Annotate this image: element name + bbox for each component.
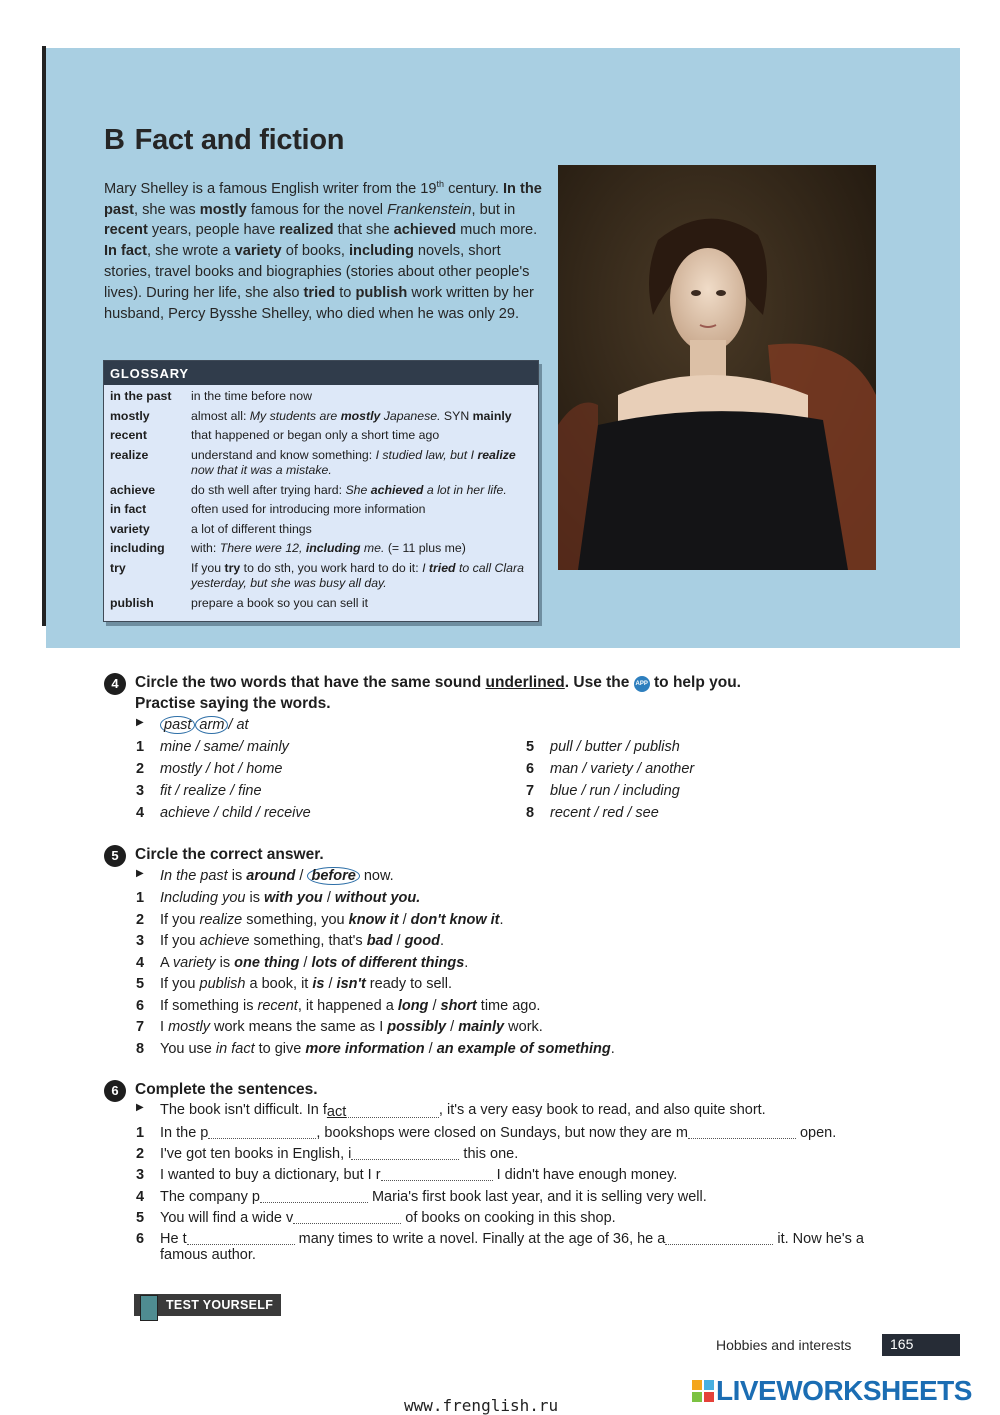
definition-text: There were 12,: [219, 541, 306, 555]
glossary-heading: GLOSSARY: [104, 361, 538, 385]
sentence-run: /: [424, 1040, 437, 1057]
item-number: 2: [136, 911, 145, 928]
answer-gap[interactable]: [187, 1231, 295, 1245]
title-part: . Use the: [564, 674, 634, 691]
glossary-term: in the past: [110, 389, 172, 403]
item-number: 3: [136, 783, 145, 799]
intro-text: famous for the novel: [246, 201, 388, 218]
example-word: at: [236, 717, 249, 733]
item-text: [160, 955, 468, 971]
item-number: 8: [136, 1040, 145, 1057]
circled-word[interactable]: arm: [195, 716, 228, 734]
definition-text: do sth well after trying hard:: [191, 482, 346, 497]
test-yourself-button[interactable]: [134, 1294, 281, 1316]
item-text[interactable]: achieve / child / receive: [160, 805, 311, 821]
example-run: In the past: [160, 868, 228, 884]
sentence-run: /: [428, 997, 441, 1014]
glossary-term: including: [110, 541, 165, 555]
definition-text: My students are: [249, 408, 341, 423]
intro-text: to: [335, 284, 356, 301]
glossary-definition: [191, 448, 532, 479]
item-number: 4: [136, 954, 145, 971]
sentence-run: time ago.: [476, 997, 541, 1014]
intro-text: , she was: [134, 201, 200, 218]
item-text: [160, 998, 540, 1014]
exercise-4-subtitle: Practise saying the words.: [135, 695, 331, 712]
intro-text: variety: [234, 243, 282, 260]
item-number: 8: [526, 805, 535, 821]
page-number: 165: [882, 1334, 960, 1356]
intro-text: of books,: [281, 243, 349, 260]
title-underlined: underlined: [485, 674, 565, 691]
glossary-row: [104, 541, 538, 557]
answer-gap[interactable]: [351, 1146, 459, 1160]
sentence-run: I: [160, 1019, 169, 1035]
definition-text: She: [345, 482, 371, 497]
section-title-text: Fact and fiction: [134, 124, 345, 156]
sentence-run: good: [404, 933, 441, 949]
sentence-run: lots of different things: [311, 954, 465, 971]
glossary-definition: [191, 428, 532, 444]
sentence-run: /: [324, 976, 337, 992]
footer-section: Hobbies and interests: [716, 1337, 852, 1353]
definition-text: SYN: [440, 408, 473, 423]
sentence-run: A: [160, 954, 173, 971]
definition-text: realize: [477, 447, 516, 462]
sentence-part: The book isn't difficult. In f: [160, 1102, 327, 1118]
sentence-run: is: [245, 890, 264, 906]
answer-gap[interactable]: act: [327, 1104, 439, 1118]
sentence-run: bad: [366, 933, 393, 949]
intro-text: , she wrote a: [146, 243, 235, 260]
definition-text: including: [305, 541, 361, 555]
glossary-term: recent: [110, 428, 147, 442]
intro-text: tried: [303, 284, 336, 301]
sentence-run: something, that's: [249, 933, 367, 949]
example-words: past arm / at: [160, 717, 249, 733]
portrait-image: [558, 165, 876, 570]
sentence-run: If you: [160, 911, 200, 928]
glossary-definition: [191, 409, 532, 425]
sentence-run: one thing: [234, 954, 300, 971]
sentence-run: is: [215, 954, 235, 971]
intro-text: that she: [333, 222, 394, 239]
sentence-part: , bookshops were closed on Sundays, but now they are m: [316, 1125, 688, 1141]
source-url: www.frenglish.ru: [404, 1396, 559, 1415]
intro-text: novels, short stories, travel books and biographies (stories about other people's lives). During her life, she also: [104, 243, 530, 301]
sentence-part: this one.: [459, 1146, 519, 1163]
glossary-term: publish: [110, 595, 154, 610]
item-number: 7: [526, 783, 535, 799]
definition-text: If you: [191, 560, 225, 575]
exercise-6-title: Complete the sentences.: [135, 1081, 318, 1098]
item-text: [160, 1019, 543, 1035]
glossary-row: [104, 409, 538, 425]
item-number: 4: [136, 805, 145, 821]
sentence-run: something, you: [242, 911, 349, 928]
sentence-run: /: [299, 954, 312, 971]
sentence-run: .: [440, 933, 445, 949]
glossary-row: [104, 448, 538, 479]
item-text: [160, 1146, 518, 1162]
sentence-run: Including you: [160, 890, 246, 906]
sentence-run: an example of something: [436, 1040, 611, 1057]
sentence-part: I've got ten books in English, i: [160, 1146, 352, 1163]
glossary-term: try: [110, 560, 126, 575]
answer-gap[interactable]: [665, 1231, 773, 1245]
exercise-5-title: Circle the correct answer.: [135, 846, 324, 863]
intro-text: Mary Shelley is a famous English writer from the 19: [104, 180, 437, 197]
item-text[interactable]: recent / red / see: [550, 805, 659, 821]
sentence-run: achieve: [199, 933, 250, 949]
sentence-part: open.: [795, 1125, 837, 1141]
sentence-run: /: [392, 933, 405, 949]
item-text: [160, 890, 420, 906]
sentence-continuation: famous author.: [160, 1247, 256, 1263]
item-text: [160, 912, 504, 928]
play-arrow-icon: ▶: [136, 1102, 144, 1113]
item-text[interactable]: fit / realize / fine: [160, 783, 262, 799]
sentence-run: realize: [199, 911, 243, 928]
exercise-number: 4: [104, 673, 126, 695]
item-text: [160, 1231, 864, 1263]
definition-text: in the time before now: [191, 389, 312, 403]
sentence-part: The company p: [160, 1188, 260, 1205]
glossary-definition: [191, 596, 532, 612]
sentence-run: , it happened a: [297, 997, 398, 1014]
item-text: [160, 933, 444, 949]
item-number: 3: [136, 1167, 145, 1184]
definition-text: to do sth, you work hard to do it:: [240, 560, 423, 575]
item-text[interactable]: pull / butter / publish: [550, 739, 680, 755]
item-number: 5: [136, 976, 145, 992]
definition-text: (= 11 plus me): [384, 541, 466, 555]
sentence-run: recent: [257, 997, 298, 1014]
definition-text: achieved: [370, 482, 424, 497]
section-letter: B: [104, 124, 125, 156]
item-number: 7: [136, 1019, 145, 1035]
intro-text: publish: [355, 284, 408, 301]
circled-word[interactable]: past: [160, 716, 195, 734]
intro-paragraph: [104, 174, 548, 324]
exercise-number: 5: [104, 845, 126, 867]
sentence-run: mostly: [168, 1019, 210, 1035]
intro-text: including: [349, 243, 414, 260]
liveworksheets-icon: [692, 1380, 714, 1402]
definition-text: to call Clara yesterday, but she was busy all day.: [191, 560, 524, 590]
item-number: 2: [136, 761, 145, 777]
sentence-run: is: [312, 976, 325, 992]
definition-text: prepare a book so you can sell it: [191, 595, 369, 610]
sentence-run: know it: [348, 911, 399, 928]
sentence-run: work means the same as I: [209, 1019, 388, 1035]
intro-text: , but in: [471, 201, 516, 218]
sentence-run: a book, it: [245, 976, 313, 992]
sentence-run: /: [398, 911, 411, 928]
item-number: 5: [136, 1209, 145, 1226]
sentence-run: If you: [160, 933, 200, 949]
item-text: [160, 1210, 616, 1226]
example-run: is: [227, 868, 247, 884]
item-text: [160, 1189, 707, 1205]
intro-text: much more.: [456, 222, 538, 239]
answer-gap[interactable]: [381, 1167, 493, 1181]
play-arrow-icon: ▶: [136, 717, 144, 728]
glossary-row: [104, 502, 538, 518]
intro-text: Frankenstein: [387, 201, 472, 218]
title-part: Circle the two words that have the same sound: [135, 674, 486, 691]
definition-text: often used for introducing more information: [191, 502, 426, 516]
item-number: 4: [136, 1188, 145, 1205]
sentence-part: I didn't have enough money.: [492, 1167, 678, 1184]
sentence-part: Maria's first book last year, and it is selling very well.: [367, 1188, 707, 1205]
item-text: [160, 1167, 677, 1183]
sentence-run: possibly: [387, 1019, 447, 1035]
item-number: 6: [136, 1231, 145, 1247]
sentence-run: with you: [263, 890, 323, 906]
example-run: around: [246, 868, 296, 884]
glossary-box: [103, 360, 539, 622]
glossary-definition: [191, 483, 532, 499]
sentence-run: work.: [504, 1019, 543, 1035]
sentence-run: You use: [160, 1040, 216, 1057]
notebook-icon: [140, 1295, 158, 1321]
sentence-run: long: [397, 997, 429, 1014]
intro-text: th: [436, 179, 445, 189]
item-text: [160, 1125, 836, 1141]
definition-text: a lot in her life.: [423, 482, 507, 497]
example-run[interactable]: before: [307, 867, 359, 885]
glossary-row: [104, 561, 538, 592]
sentence-run: .: [610, 1040, 615, 1057]
sentence-part: In the p: [160, 1125, 209, 1141]
item-text[interactable]: man / variety / another: [550, 761, 695, 777]
example-run: /: [295, 868, 308, 884]
sentence-part: , it's a very easy book to read, and also quite short.: [438, 1102, 766, 1118]
definition-text: I: [422, 560, 429, 575]
sentence-run: in fact: [215, 1040, 255, 1057]
intro-text: years, people have: [147, 222, 280, 239]
exercise-4-title: [135, 674, 741, 692]
item-text: [160, 1041, 615, 1057]
glossary-definition: [191, 389, 532, 405]
glossary-term: mostly: [110, 408, 150, 423]
item-text[interactable]: blue / run / including: [550, 783, 680, 799]
item-text[interactable]: mostly / hot / home: [160, 761, 283, 777]
sentence-part: I wanted to buy a dictionary, but I r: [160, 1167, 381, 1184]
glossary-row: [104, 428, 538, 444]
glossary-entries: [104, 389, 538, 611]
definition-text: a lot of different things: [191, 521, 312, 536]
definition-text: mainly: [472, 408, 512, 423]
sentence-run: publish: [199, 976, 246, 992]
glossary-row: [104, 483, 538, 499]
intro-text: mostly: [199, 201, 247, 218]
answer-gap[interactable]: [260, 1189, 368, 1203]
sentence-run: /: [322, 890, 335, 906]
sentence-run: without you.: [334, 890, 421, 906]
definition-text: now that it was a mistake.: [191, 463, 332, 477]
play-arrow-icon: ▶: [136, 868, 144, 879]
definition-text: tried: [428, 560, 456, 575]
sentence-part: You will find a wide v: [160, 1209, 294, 1226]
sentence-run: .: [464, 954, 469, 971]
exercise-number: 6: [104, 1080, 126, 1102]
sentence-run: more information: [305, 1040, 425, 1057]
glossary-term: variety: [110, 521, 150, 536]
sentence-run: ready to sell.: [365, 976, 453, 992]
item-text[interactable]: mine / same/ mainly: [160, 739, 289, 755]
definition-text: try: [224, 560, 241, 575]
sentence-part: it. Now he's a: [773, 1231, 864, 1247]
glossary-term: in fact: [110, 502, 147, 516]
sentence-run: variety: [172, 954, 216, 971]
definition-text: understand and know something:: [191, 447, 376, 462]
glossary-term: achieve: [110, 482, 156, 497]
item-number: 6: [526, 761, 535, 777]
sentence-run: If something is: [160, 997, 258, 1014]
example-sentence: [160, 1102, 766, 1118]
answer-gap[interactable]: [293, 1210, 401, 1224]
item-number: 2: [136, 1146, 145, 1163]
item-number: 3: [136, 933, 145, 949]
sentence-run: mainly: [458, 1019, 505, 1035]
sentence-run: If you: [160, 976, 200, 992]
intro-text: In the past: [104, 180, 542, 218]
section-title: [104, 124, 344, 157]
glossary-term: realize: [110, 447, 149, 462]
item-number: 1: [136, 1125, 145, 1141]
intro-text: realized: [279, 222, 334, 239]
liveworksheets-logo: [692, 1375, 972, 1407]
sentence-run: short: [440, 997, 477, 1014]
intro-text: achieved: [393, 222, 457, 239]
item-number: 5: [526, 739, 535, 755]
definition-text: Japanese.: [380, 408, 441, 423]
item-number: 6: [136, 997, 145, 1014]
item-number: 1: [136, 739, 145, 755]
example-run: now.: [359, 868, 394, 884]
title-part: to help you.: [649, 674, 741, 691]
glossary-definition: [191, 502, 532, 518]
sentence-run: to give: [254, 1040, 306, 1057]
sentence-part: He t: [160, 1231, 187, 1247]
intro-text: century.: [444, 180, 503, 197]
definition-text: mostly: [340, 408, 381, 423]
sentence-run: /: [446, 1019, 459, 1035]
test-yourself-label: TEST YOURSELF: [166, 1298, 274, 1312]
intro-text: work written by her husband, Percy Bysshe Shelley, who died when he was only 29.: [104, 284, 534, 322]
app-icon: APP: [634, 676, 650, 692]
glossary-definition: [191, 541, 532, 557]
sentence-part: of books on cooking in this shop.: [401, 1209, 616, 1226]
example-sentence: [160, 868, 394, 884]
intro-text: recent: [104, 222, 148, 239]
sentence-run: isn't: [336, 976, 366, 992]
intro-text: In fact: [104, 243, 147, 260]
sentence-run: don't know it: [410, 911, 500, 928]
glossary-definition: [191, 522, 532, 538]
brand-name: LIVEWORKSHEETS: [716, 1375, 972, 1406]
definition-text: that happened or began only a short time ago: [191, 428, 440, 442]
sentence-run: .: [499, 911, 504, 928]
item-text: [160, 976, 452, 992]
definition-text: me.: [360, 541, 385, 555]
definition-text: almost all:: [191, 408, 250, 423]
definition-text: with:: [191, 541, 220, 555]
glossary-row: [104, 596, 538, 612]
item-number: 1: [136, 890, 145, 906]
definition-text: I studied law, but I: [375, 447, 478, 462]
answer-gap[interactable]: [688, 1125, 796, 1139]
glossary-definition: [191, 561, 532, 592]
glossary-row: [104, 522, 538, 538]
answer-gap[interactable]: [208, 1125, 316, 1139]
glossary-row: [104, 389, 538, 405]
sentence-part: many times to write a novel. Finally at the age of 36, he a: [294, 1231, 666, 1247]
